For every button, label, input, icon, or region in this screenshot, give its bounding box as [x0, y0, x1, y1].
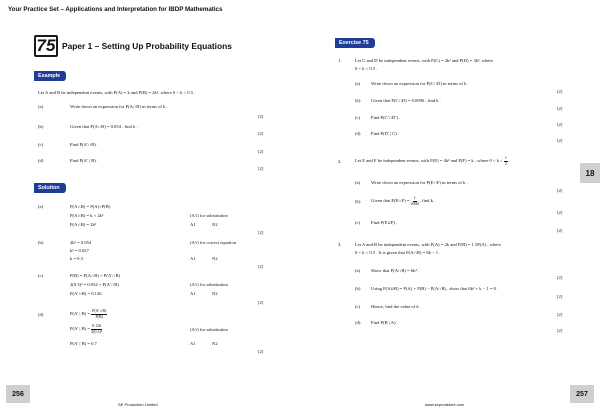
- marks: [2]: [557, 312, 563, 317]
- example-part-label: (d): [38, 158, 44, 163]
- marks: [2]: [258, 166, 264, 171]
- solution-line: P(A∩B) = 2k³: [70, 222, 97, 227]
- marks: [2]: [258, 264, 264, 269]
- fraction-denominator: 2(0.3)²: [91, 328, 103, 334]
- solution-part-label: (d): [38, 312, 44, 317]
- solution-line: k = 0.3: [70, 256, 83, 261]
- question-part-line: [371, 196, 435, 206]
- question-part-text: Write down an expression for P(C∩D) in terms of k .: [371, 81, 469, 86]
- mark-note: (A1) for correct equation: [190, 240, 237, 245]
- solution-line: k³ = 0.027: [70, 248, 89, 253]
- marks: [2]: [557, 106, 563, 111]
- solution-line-fraction: [70, 324, 102, 334]
- question-intro: Let C and D be independent events, with P(C) = 2k² and P(D) = 3k², where: [355, 58, 493, 63]
- mark-code: N2: [212, 256, 218, 261]
- fraction-lhs: P(A′ | B) =: [70, 311, 90, 317]
- solution-tag: Solution: [34, 183, 66, 193]
- footer-website: www.seprodstore.com: [425, 402, 465, 407]
- solution-line: 2k³ = 0.054: [70, 240, 92, 245]
- marks: [2]: [557, 228, 563, 233]
- mark-code: A1: [190, 256, 196, 261]
- solution-line: P(A′∩B) = 0.126: [70, 291, 102, 296]
- question-part-label: (a): [355, 180, 361, 185]
- solution-line: 2(0.3)² = 0.054 + P(A′∩B): [70, 282, 119, 287]
- fraction-numerator: P(A′∩B): [92, 308, 107, 313]
- marks: [2]: [258, 114, 264, 119]
- fraction: [91, 309, 107, 319]
- example-part-text: Find P(A′∩B) .: [70, 142, 99, 147]
- marks: [2]: [557, 89, 563, 94]
- question-intro-line: [355, 156, 510, 166]
- example-part-label: (c): [38, 142, 44, 147]
- solution-line: P(A∩B) = k × 2k²: [70, 213, 104, 218]
- question-part-text: Hence, find the value of k .: [371, 304, 422, 309]
- mark-note: (A1) for substitution: [190, 327, 228, 332]
- question-part-label: (d): [355, 320, 361, 325]
- chapter-side-tab: 18: [580, 163, 600, 183]
- question-part-text: Show that P(A∩B) = 6k² .: [371, 268, 420, 273]
- solution-part-label: (c): [38, 273, 44, 278]
- marks: [2]: [258, 349, 264, 354]
- marks: [2]: [557, 328, 563, 333]
- solution-line-fraction: [70, 309, 107, 319]
- footer-publisher: SE Production Limited: [118, 402, 158, 407]
- page-number-right: 257: [570, 385, 594, 403]
- question-part-label: (a): [355, 268, 361, 273]
- fraction: [504, 155, 511, 166]
- marks: [2]: [258, 149, 264, 154]
- question-part-label: (c): [355, 304, 361, 309]
- question-part-tail: , find k .: [419, 198, 436, 204]
- question-intro: 0 < k < 0.5 . It is given that P(A∩B) = 6k − 1 .: [355, 250, 441, 255]
- question-intro: Let A and B be independent events, with P(A) = 2k and P(B) = 1.5P(A) , where: [355, 242, 501, 247]
- example-part-text: Write down an expression for P(A∩B) in terms of k .: [70, 104, 168, 109]
- example-tag: Example: [34, 71, 66, 81]
- page-number-left: 256: [6, 385, 30, 403]
- mark-code: N2: [212, 291, 218, 296]
- fraction-numerator: 1: [504, 155, 507, 160]
- question-part-label: (a): [355, 81, 361, 86]
- example-part-label: (a): [38, 104, 44, 109]
- question-number: 3.: [338, 242, 342, 247]
- fraction-numerator: 1: [413, 195, 416, 200]
- marks: [2]: [258, 230, 264, 235]
- mark-code: A1: [190, 341, 196, 346]
- marks: [2]: [557, 188, 563, 193]
- question-part-text: Find P(D′ | C) .: [371, 131, 400, 136]
- fraction-denominator: 2: [504, 160, 507, 166]
- marks: [2]: [557, 294, 563, 299]
- fraction: [91, 324, 102, 334]
- question-intro: 0 < k < 0.5 .: [355, 66, 378, 71]
- running-header: Your Practice Set – Applications and Interpretation for IBDP Mathematics: [8, 6, 223, 13]
- fraction: [411, 196, 419, 206]
- question-part-text: Find P(E∪F) .: [371, 220, 398, 225]
- marks: [2]: [557, 122, 563, 127]
- question-number: 1.: [338, 58, 342, 63]
- question-number: 2.: [338, 159, 342, 164]
- paper-title: Paper 1 – Setting Up Probability Equations: [62, 41, 232, 51]
- question-part-label: (c): [355, 220, 361, 225]
- fraction-denominator: 2000: [410, 200, 419, 206]
- example-part-text: Given that P(A∩B) = 0.054 , find k .: [70, 124, 138, 129]
- mark-code: A1: [190, 222, 196, 227]
- question-part-label: (b): [355, 286, 361, 291]
- marks: [2]: [557, 210, 563, 215]
- mark-note: (A1) for substitution: [190, 282, 228, 287]
- solution-part-label: (b): [38, 240, 44, 245]
- question-part-text: Given that P(E∩F) =: [371, 198, 410, 204]
- question-part-label: (b): [355, 98, 361, 103]
- question-part-text: Given that P(C∩D) = 0.0096 , find k .: [371, 98, 441, 103]
- example-part-label: (b): [38, 124, 44, 129]
- solution-line: P(A∩B) = P(A)×P(B): [70, 204, 111, 209]
- mark-code: A1: [190, 291, 196, 296]
- fraction-lhs: P(A′ | B) =: [70, 326, 90, 332]
- question-part-text: Using P(A∪B) = P(A) + P(B) − P(A∩B) , show that 6k² + k − 1 = 0 .: [371, 286, 499, 291]
- question-intro: Let E and F be independent events, with P(E) = 4k² and P(F) = k , where 0 < k <: [355, 158, 503, 164]
- question-part-text: Find P(B | A) .: [371, 320, 398, 325]
- marks: [2]: [557, 275, 563, 280]
- solution-line: P(B) = P(A∩B) + P(A′∩B): [70, 273, 121, 278]
- question-intro-tail: .: [509, 158, 511, 164]
- mark-code: N2: [212, 222, 218, 227]
- fraction-numerator: 0.126: [92, 323, 102, 328]
- question-part-label: (d): [355, 131, 361, 136]
- example-part-text: Find P(A′ | B) .: [70, 158, 99, 163]
- question-part-text: Write down an expression for P(E∩F) in terms of k .: [371, 180, 468, 185]
- mark-code: N2: [212, 341, 218, 346]
- marks: [2]: [557, 138, 563, 143]
- section-number-badge: 75: [34, 35, 58, 57]
- example-intro: Let A and B be independent events, with P(A) = k and P(B) = 2k², where 0 < k < 0.5 .: [38, 90, 196, 95]
- mark-note: (A1) for substitution: [190, 213, 228, 218]
- question-part-label: (c): [355, 115, 361, 120]
- fraction-denominator: P(B): [95, 313, 104, 319]
- solution-line: P(A′ | B) = 0.7: [70, 341, 97, 346]
- marks: [2]: [258, 300, 264, 305]
- solution-part-label: (a): [38, 204, 44, 209]
- question-part-text: Find P(C′∩D′) .: [371, 115, 401, 120]
- question-part-label: (b): [355, 199, 361, 204]
- exercise-tag: Exercise 75: [335, 38, 375, 48]
- marks: [2]: [258, 131, 264, 136]
